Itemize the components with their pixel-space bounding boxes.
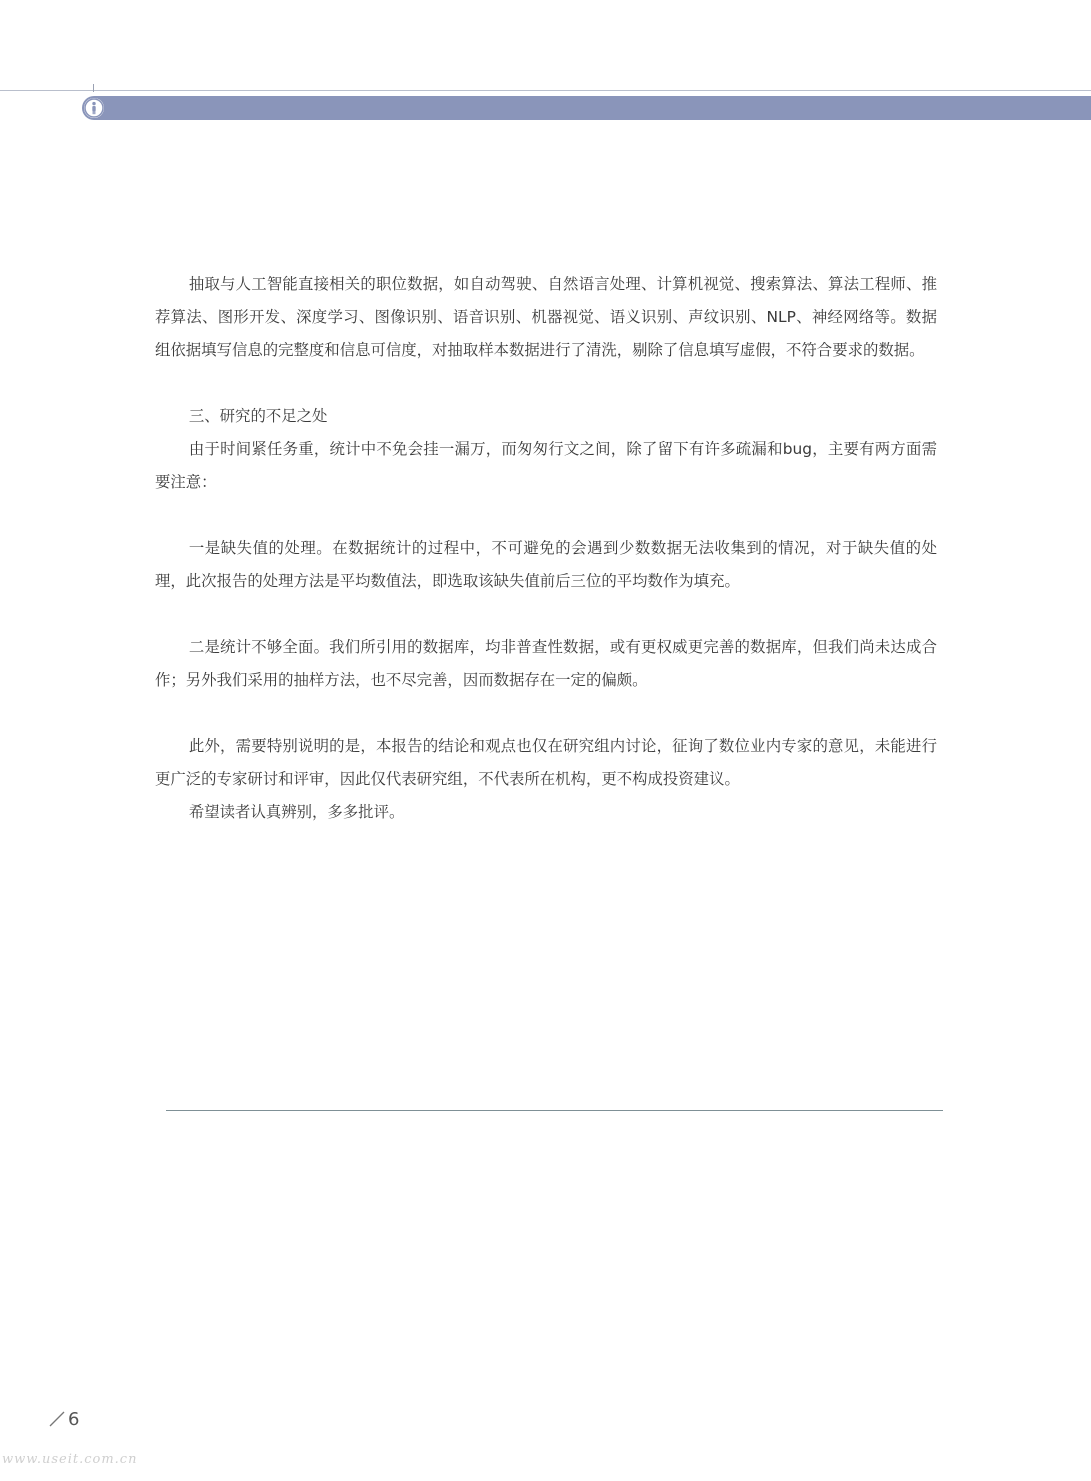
paragraph-disclaimer: 此外，需要特别说明的是，本报告的结论和观点也仅在研究组内讨论，征询了数位业内专家的意见，未能进行更广泛的专家研讨和评审，因此仅代表研究组，不代表所在机构，更不构成投资建议。 (155, 737, 937, 788)
section-heading: 三、研究的不足之处 (188, 407, 328, 425)
bottom-rule (166, 1110, 943, 1111)
paragraph-data-extraction: 抽取与人工智能直接相关的职位数据，如自动驾驶、自然语言处理、计算机视觉、搜索算法、算法工程师、推荐算法、图形开发、深度学习、图像识别、语音识别、机器视觉、语义识别、声纹识别、NLP、神经网络等。数据组依据填写信息的完整度和信息可信度，对抽取样本数据进行了清洗，剔除了信息填写虚假，不符合要求的数据。 (155, 275, 937, 359)
body-text (155, 268, 937, 829)
paragraph-coverage: 二是统计不够全面。我们所引用的数据库，均非普查性数据，或有更权威更完善的数据库，但我们尚未达成合作；另外我们采用的抽样方法，也不尽完善，因而数据存在一定的偏颇。 (155, 638, 937, 689)
page-number-value: 6 (68, 1408, 80, 1430)
person-info-icon (84, 98, 104, 118)
paragraph-gap (155, 598, 937, 631)
paragraph-missing-values: 一是缺失值的处理。在数据统计的过程中，不可避免的会遇到少数数据无法收集到的情况，对于缺失值的处理，此次报告的处理方法是平均数值法，即选取该缺失值前后三位的平均数作为填充。 (155, 539, 937, 590)
top-tick-mark (93, 84, 94, 92)
watermark: www.useit.com.cn (2, 1452, 138, 1467)
section-header-bar (82, 96, 1091, 120)
top-rule (0, 90, 1091, 91)
page-number (48, 1406, 79, 1432)
paragraph-closing: 希望读者认真辨别，多多批评。 (188, 803, 405, 821)
paragraph-gap (155, 367, 937, 400)
slash-icon (48, 1410, 66, 1428)
paragraph-gap (155, 499, 937, 532)
paragraph-limitations-intro: 由于时间紧任务重，统计中不免会挂一漏万，而匆匆行文之间，除了留下有许多疏漏和bug，主要有两方面需要注意： (155, 440, 937, 491)
paragraph-gap (155, 697, 937, 730)
